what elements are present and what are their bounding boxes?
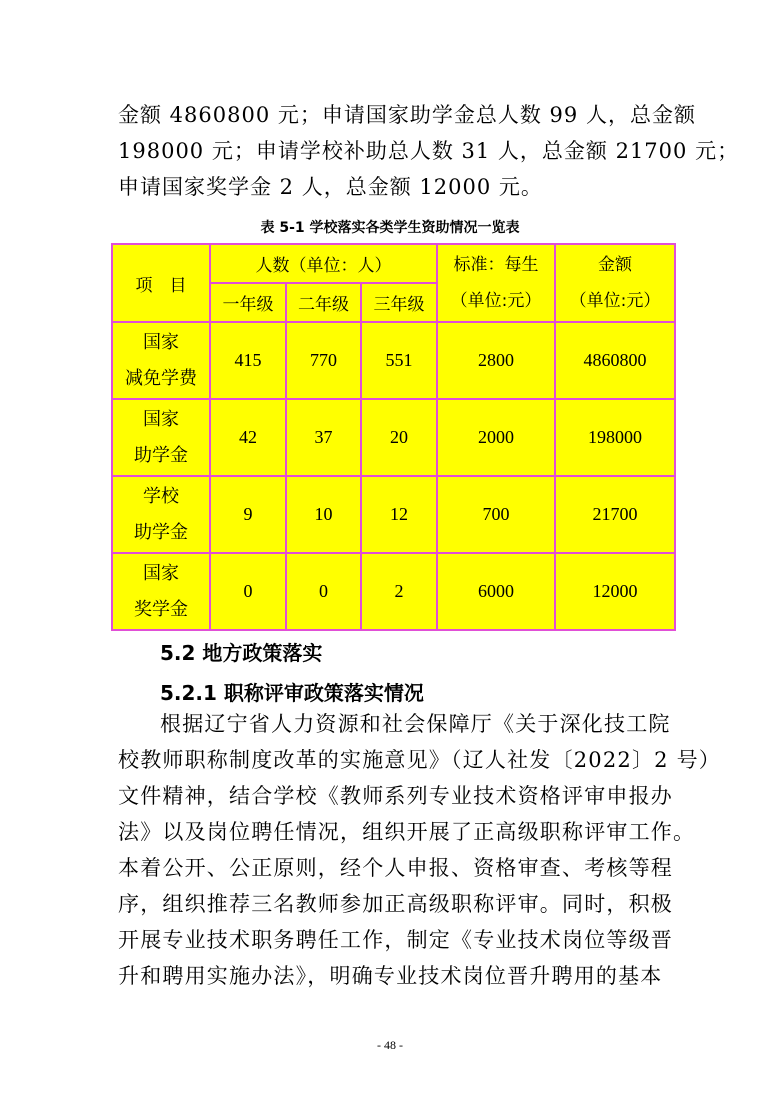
table-row (112, 553, 675, 630)
table-row (112, 399, 675, 476)
row-name-line2: 奖学金 (134, 598, 188, 620)
subsection-heading: 5.2.1 职称评审政策落实情况 (160, 681, 424, 705)
body-line: 校教师职称制度改革的实施意见》（辽人社发〔2022〕2 号） (118, 748, 721, 772)
student-aid-table (111, 243, 676, 631)
row-name-line1: 国家 (143, 408, 179, 430)
body-line: 本着公开、公正原则，经个人申报、资格审查、考核等程 (118, 856, 673, 880)
body-line: 文件精神，结合学校《教师系列专业技术资格评审申报办 (118, 784, 673, 808)
cell-standard: 2800 (437, 322, 555, 399)
intro-line: 金额 4860800 元；申请国家助学金总人数 99 人，总金额 (118, 103, 696, 127)
section-heading: 5.2 地方政策落实 (160, 641, 323, 665)
row-name-line1: 国家 (143, 331, 179, 353)
body-line: 序，组织推荐三名教师参加正高级职称评审。同时，积极 (118, 892, 673, 916)
cell-grade3: 12 (361, 476, 437, 553)
header-standard-line1: 标准：每生 (453, 255, 539, 275)
cell-standard: 6000 (437, 553, 555, 630)
header-amount-line1: 金额 (598, 255, 632, 275)
header-grade2: 二年级 (286, 283, 361, 322)
cell-grade2: 10 (286, 476, 361, 553)
cell-grade1: 415 (210, 322, 286, 399)
row-name (112, 322, 210, 399)
cell-grade2: 0 (286, 553, 361, 630)
cell-standard: 700 (437, 476, 555, 553)
cell-amount: 4860800 (555, 322, 675, 399)
cell-grade2: 770 (286, 322, 361, 399)
cell-grade3: 20 (361, 399, 437, 476)
table-caption: 表 5-1 学校落实各类学生资助情况一览表 (260, 220, 520, 236)
header-people-group: 人数（单位：人） (210, 244, 437, 283)
row-name-line1: 国家 (143, 562, 179, 584)
table-row (112, 322, 675, 399)
page-number: - 48 - (377, 1038, 403, 1052)
cell-grade1: 0 (210, 553, 286, 630)
table-row (112, 476, 675, 553)
intro-line: 198000 元；申请学校补助总人数 31 人，总金额 21700 元； (118, 139, 740, 163)
body-line: 升和聘用实施办法》，明确专业技术岗位晋升聘用的基本 (118, 964, 663, 988)
row-name-line1: 学校 (143, 485, 179, 507)
row-name-line2: 减免学费 (125, 367, 197, 389)
body-paragraph (118, 706, 721, 994)
cell-amount: 198000 (555, 399, 675, 476)
header-grade3: 三年级 (361, 283, 437, 322)
cell-grade1: 9 (210, 476, 286, 553)
row-name-line2: 助学金 (134, 444, 188, 466)
header-standard (437, 244, 555, 322)
cell-standard: 2000 (437, 399, 555, 476)
row-name (112, 476, 210, 553)
intro-paragraph (118, 97, 740, 205)
body-line: 根据辽宁省人力资源和社会保障厅《关于深化技工院 (160, 712, 671, 736)
cell-grade3: 551 (361, 322, 437, 399)
cell-amount: 12000 (555, 553, 675, 630)
row-name (112, 553, 210, 630)
header-amount (555, 244, 675, 322)
header-amount-line2: （单位:元） (569, 291, 661, 311)
header-item: 项 目 (112, 244, 210, 322)
cell-grade2: 37 (286, 399, 361, 476)
header-grade1: 一年级 (210, 283, 286, 322)
header-standard-line2: （单位:元） (450, 291, 542, 311)
body-line: 开展专业技术职务聘任工作，制定《专业技术岗位等级晋 (118, 928, 673, 952)
cell-amount: 21700 (555, 476, 675, 553)
intro-line: 申请国家奖学金 2 人，总金额 12000 元。 (118, 175, 543, 199)
body-line: 法》以及岗位聘任情况，组织开展了正高级职称评审工作。 (118, 820, 696, 844)
cell-grade3: 2 (361, 553, 437, 630)
table-header-row (112, 244, 675, 283)
row-name (112, 399, 210, 476)
cell-grade1: 42 (210, 399, 286, 476)
row-name-line2: 助学金 (134, 521, 188, 543)
